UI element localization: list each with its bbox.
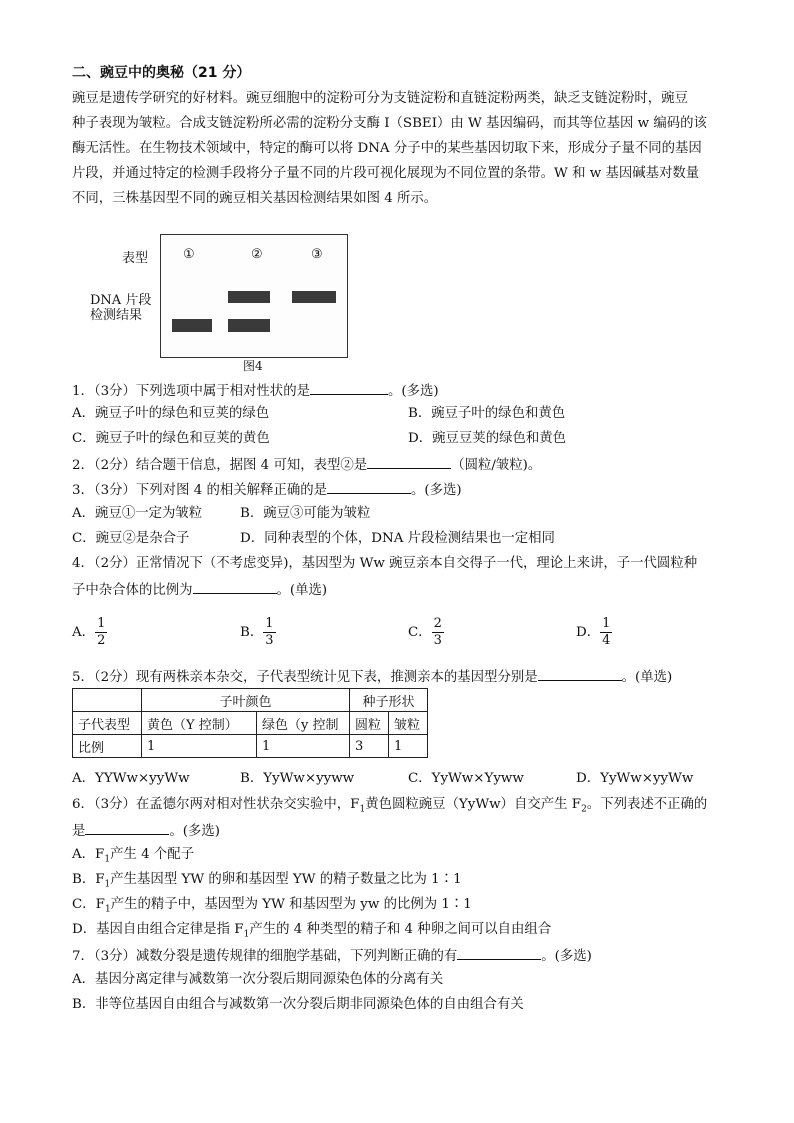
lane-2-lower-band: [228, 319, 270, 332]
option-b[interactable]: B．非等位基因自由组合与减数第一次分裂后期非同源染色体的自由组合有关: [72, 997, 524, 1012]
question-7-stem: 7．（3分）减数分裂是遗传规律的细胞学基础，下列判断正确的有 。(多选): [72, 945, 592, 967]
question-1-stem: 1．（3分）下列选项中属于相对性状的是 。(多选): [72, 380, 439, 402]
option-a[interactable]: A． $\frac{1}{2}$: [72, 616, 106, 648]
intro-line: 豌豆是遗传学研究的好材料。豌豆细胞中的淀粉可分为支链淀粉和直链淀粉两类，缺乏支链淀粉时，豌豆: [72, 91, 688, 106]
option-c[interactable]: C．豌豆子叶的绿色和豆荚的黄色: [72, 431, 270, 446]
intro-line: 片段，并通过特定的检测手段将分子量不同的片段可视化展现为不同位置的条带。W 和 w 基因碱基对数量: [72, 166, 700, 181]
option-a[interactable]: A．豌豆子叶的绿色和豆荚的绿色: [72, 406, 270, 421]
intro-line: 酶无活性。在生物技术领域中，特定的酶可以将 DNA 分子中的某些基因切取下来，形成分子量不同的基因: [72, 141, 702, 156]
table-cell: 1: [257, 735, 350, 758]
lane-3-upper-band: [292, 291, 336, 303]
option-d[interactable]: D． $\frac{1}{4}$: [576, 616, 611, 648]
option-d[interactable]: D．基因自由组合定律是指 $F_1$产生的 4 种类型的精子和 4 种卵之间可以自由组合: [72, 922, 552, 940]
option-c[interactable]: C．豌豆②是杂合子: [72, 531, 190, 546]
option-d[interactable]: D．YyWw×yyWw: [576, 771, 694, 786]
lane-1-lower-band: [172, 319, 212, 332]
figure-label-phenotype: 表型: [122, 251, 149, 266]
answer-blank[interactable]: [367, 454, 451, 469]
question-4-line2: 子中杂合体的比例为 。(单选): [72, 579, 327, 601]
table-cell: 黄色（Y 控制）: [142, 712, 257, 735]
option-d[interactable]: D．豌豆豆荚的绿色和黄色: [408, 431, 567, 446]
fraction: $\frac{1}{2}$: [97, 616, 106, 648]
answer-blank[interactable]: [85, 820, 169, 835]
table-cell: 皱粒: [389, 712, 428, 735]
table-cell: 1: [142, 735, 257, 758]
option-a[interactable]: A．基因分离定律与减数第一次分裂后期同源染色体的分离有关: [72, 972, 444, 987]
question-4-line1: 4．（2分）正常情况下（不考虑变异)，基因型为 Ww 豌豆亲本自交得子一代，理论上来讲，子一代圆粒种: [72, 556, 698, 571]
option-b[interactable]: B．豌豆子叶的绿色和黄色: [408, 406, 566, 421]
question-3-stem: 3．（3分）下列对图 4 的相关解释正确的是 。(多选): [72, 479, 462, 501]
option-c[interactable]: C． $\frac{2}{3}$: [408, 616, 442, 648]
gel-figure: [160, 234, 348, 358]
answer-blank[interactable]: [457, 945, 541, 960]
answer-blank[interactable]: [538, 666, 622, 681]
option-a[interactable]: A．$F_1$产生 4 个配子: [72, 847, 195, 865]
table-cell: 绿色（y 控制: [257, 712, 350, 735]
table-cell: 3: [350, 735, 389, 758]
option-b[interactable]: B．$F_1$产生基因型 YW 的卵和基因型 YW 的精子数量之比为 1∶1: [72, 872, 462, 890]
option-b[interactable]: B． $\frac{1}{3}$: [240, 616, 274, 648]
lane-2-upper-band: [228, 291, 270, 303]
table-header-color: 子叶颜色: [142, 689, 350, 712]
option-a[interactable]: A．YYWw×yyWw: [72, 771, 190, 786]
table-cell: 圆粒: [350, 712, 389, 735]
figure-label-dna: DNA 片段: [90, 293, 152, 308]
question-2-stem: 2．（2分）结合题干信息，据图 4 可知，表型②是 （圆粒/皱粒)。: [72, 454, 541, 476]
table-row: [73, 735, 428, 758]
table-row: [73, 712, 428, 735]
option-c[interactable]: C．YyWw×Yyww: [408, 771, 524, 786]
intro-line: 不同，三株基因型不同的豌豆相关基因检测结果如图 4 所示。: [72, 191, 438, 206]
question-6-line2: 是 。(多选): [72, 820, 220, 842]
table-cell: 1: [389, 735, 428, 758]
option-b[interactable]: B．豌豆③可能为皱粒: [240, 506, 371, 521]
intro-line: 种子表现为皱粒。合成支链淀粉所必需的淀粉分支酶 I（SBEI）由 W 基因编码，而其等位基因 w 编码的该: [72, 116, 707, 131]
section-title: 二、豌豆中的奥秘（21 分）: [72, 65, 251, 81]
fraction: $\frac{1}{3}$: [265, 616, 274, 648]
table-header-shape: 种子形状: [350, 689, 428, 712]
table-cell: 子代表型: [73, 712, 142, 735]
lane-3-label: ③: [311, 247, 323, 262]
answer-blank[interactable]: [327, 479, 411, 494]
table-cell: 比例: [73, 735, 142, 758]
answer-blank[interactable]: [193, 579, 277, 594]
option-c[interactable]: C．$F_1$产生的精子中，基因型为 YW 和基因型为 yw 的比例为 1∶1: [72, 897, 472, 915]
table-row: [73, 689, 428, 712]
lane-2-label: ②: [251, 247, 263, 262]
lane-1-label: ①: [183, 247, 195, 262]
option-a[interactable]: A．豌豆①一定为皱粒: [72, 506, 203, 521]
offspring-table: [72, 688, 428, 758]
question-6-line1: 6．（3分）在孟德尔两对相对性状杂交实验中，$F_1$黄色圆粒豌豆（YyWw）自交产生 $F_2$。下列表述不正确的: [72, 797, 708, 815]
question-5-stem: 5．（2分）现有两株亲本杂交，子代表型统计见下表，推测亲本的基因型分别是 。(单选): [72, 666, 672, 688]
figure-caption: 图4: [243, 359, 263, 373]
figure-label-detection: 检测结果: [90, 308, 143, 323]
option-d[interactable]: D．同种表型的个体，DNA 片段检测结果也一定相同: [240, 531, 555, 546]
fraction: $\frac{2}{3}$: [433, 616, 442, 648]
option-b[interactable]: B．YyWw×yyww: [240, 771, 355, 786]
answer-blank[interactable]: [310, 380, 388, 395]
table-cell: [73, 689, 142, 712]
fraction: $\frac{1}{4}$: [602, 616, 611, 648]
